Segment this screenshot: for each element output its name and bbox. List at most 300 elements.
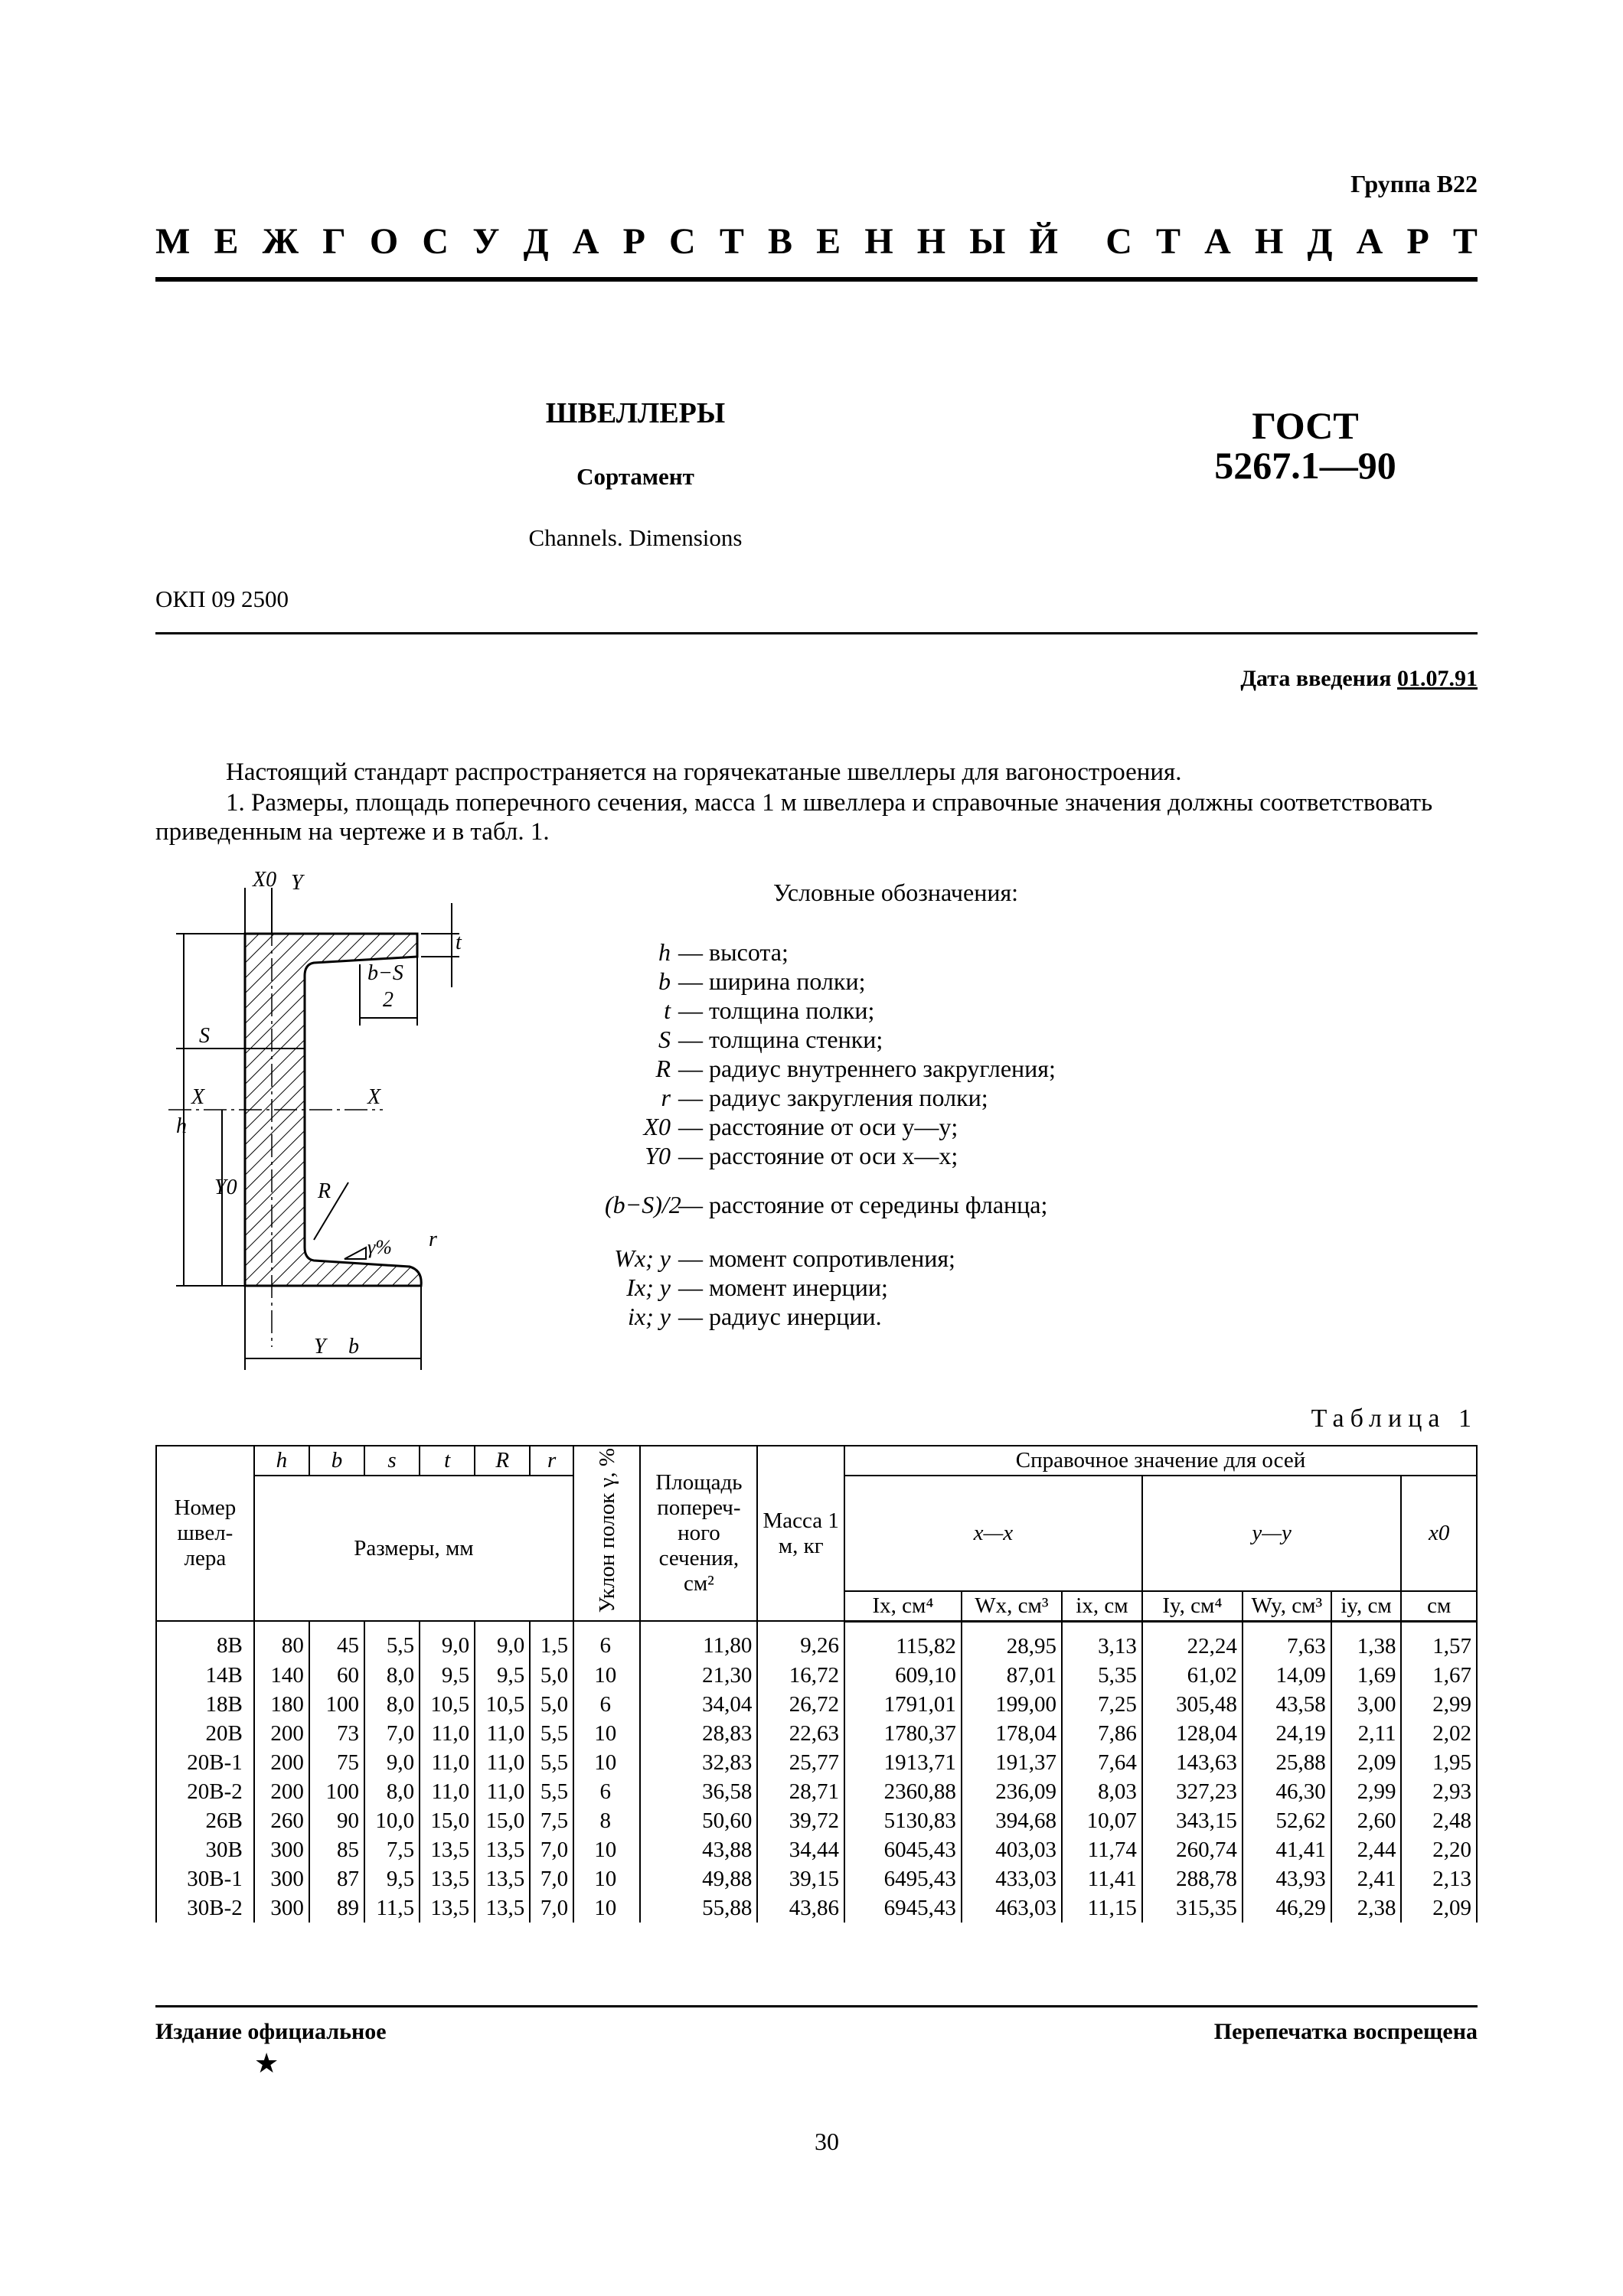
table-cell: 24,19 xyxy=(1243,1719,1331,1748)
table-cell: 1913,71 xyxy=(844,1748,962,1777)
table-cell: 8В xyxy=(156,1621,254,1661)
legend-symbol: (b−S)/2 xyxy=(605,1190,681,1218)
table-cell: 2,48 xyxy=(1401,1806,1477,1835)
table-cell: 1,5 xyxy=(530,1621,573,1661)
legend-item xyxy=(605,967,865,996)
table-cell: 61,02 xyxy=(1142,1661,1243,1690)
table-cell: 20В-2 xyxy=(156,1777,254,1806)
document-title: ШВЕЛЛЕРЫ xyxy=(545,397,726,429)
table-cell: 115,82 xyxy=(844,1621,962,1661)
table-cell: 28,83 xyxy=(640,1719,757,1748)
header-t: t xyxy=(420,1446,475,1476)
table-cell: 343,15 xyxy=(1142,1806,1243,1835)
heading-letter: Т xyxy=(1156,221,1181,262)
table-cell: 80 xyxy=(254,1621,309,1661)
table-cell: 13,5 xyxy=(475,1864,530,1893)
legend-symbol: R xyxy=(655,1054,671,1082)
table-cell: 2,99 xyxy=(1401,1690,1477,1719)
legend-symbol: r xyxy=(661,1083,671,1111)
effective-date-value: 01.07.91 xyxy=(1397,666,1478,691)
table-cell: 1,69 xyxy=(1331,1661,1402,1690)
table-cell: 305,48 xyxy=(1142,1690,1243,1719)
table-cell: 3,13 xyxy=(1062,1621,1142,1661)
heading-letter: Й xyxy=(1029,221,1058,262)
table-cell: 26В xyxy=(156,1806,254,1835)
table-cell: 8 xyxy=(573,1806,640,1835)
label-y0: Y0 xyxy=(214,1176,237,1199)
header-axis-yy: y—y xyxy=(1142,1476,1402,1591)
table-cell: 3,00 xyxy=(1331,1690,1402,1719)
table-cell: 1,57 xyxy=(1401,1621,1477,1661)
header-x0-unit: см xyxy=(1401,1591,1477,1622)
table-cell: 2,09 xyxy=(1331,1748,1402,1777)
table-cell: 7,0 xyxy=(530,1864,573,1893)
table-cell: 10 xyxy=(573,1864,640,1893)
star-icon: ★ xyxy=(254,2048,279,2079)
table-cell: 2,13 xyxy=(1401,1864,1477,1893)
table-cell: 100 xyxy=(309,1690,364,1719)
label-r-small: r xyxy=(429,1228,437,1251)
header-rule xyxy=(155,277,1478,282)
table-cell: 10,07 xyxy=(1062,1806,1142,1835)
heading-letter: Р xyxy=(622,221,645,262)
heading-letter: Н xyxy=(916,221,946,262)
table-cell: 50,60 xyxy=(640,1806,757,1835)
table-cell: 46,29 xyxy=(1243,1893,1331,1923)
table-cell: 45 xyxy=(309,1621,364,1661)
legend-text: — момент инерции; xyxy=(678,1273,888,1301)
heading-letter: С xyxy=(422,221,449,262)
table-cell: 13,5 xyxy=(475,1835,530,1864)
table-cell: 5,5 xyxy=(364,1621,420,1661)
table-cell: 178,04 xyxy=(962,1719,1062,1748)
table-cell: 34,44 xyxy=(757,1835,844,1864)
table-cell: 87,01 xyxy=(962,1661,1062,1690)
table-cell: 13,5 xyxy=(420,1835,475,1864)
table-cell: 11,80 xyxy=(640,1621,757,1661)
legend-item xyxy=(605,1190,1047,1219)
table-cell: 46,30 xyxy=(1243,1777,1331,1806)
table-cell: 2,93 xyxy=(1401,1777,1477,1806)
heading-letter: Е xyxy=(214,221,239,262)
legend-symbol: Ix; y xyxy=(626,1273,671,1301)
table-cell: 30В-2 xyxy=(156,1893,254,1923)
header-mass: Масса 1 м, кг xyxy=(757,1446,844,1621)
table-cell: 260 xyxy=(254,1806,309,1835)
table-cell: 11,15 xyxy=(1062,1893,1142,1923)
table-cell: 5,5 xyxy=(530,1719,573,1748)
legend-item xyxy=(605,1302,882,1331)
table-cell: 10 xyxy=(573,1661,640,1690)
official-edition-note: Издание официальное xyxy=(155,2019,387,2044)
heading-letter: М xyxy=(155,221,191,262)
table-cell: 300 xyxy=(254,1835,309,1864)
table-cell: 36,58 xyxy=(640,1777,757,1806)
table-row xyxy=(156,1777,1477,1806)
table-cell: 236,09 xyxy=(962,1777,1062,1806)
table-cell: 2,99 xyxy=(1331,1777,1402,1806)
table-cell: 13,5 xyxy=(475,1893,530,1923)
legend-item xyxy=(605,1112,958,1141)
table-cell: 39,15 xyxy=(757,1864,844,1893)
table-cell: 2,60 xyxy=(1331,1806,1402,1835)
table-cell: 200 xyxy=(254,1777,309,1806)
heading-letter: Ж xyxy=(262,221,299,262)
table-cell: 6945,43 xyxy=(844,1893,962,1923)
table-cell: 609,10 xyxy=(844,1661,962,1690)
label-y-bottom: Y xyxy=(314,1335,326,1358)
header-Iy: Iy, см⁴ xyxy=(1142,1591,1243,1622)
legend-symbol: Y0 xyxy=(645,1141,671,1169)
table-cell: 2,11 xyxy=(1331,1719,1402,1748)
table-cell: 30В xyxy=(156,1835,254,1864)
legend-text: — ширина полки; xyxy=(678,967,866,995)
heading-letter: Т xyxy=(1452,221,1478,262)
table-cell: 199,00 xyxy=(962,1690,1062,1719)
reprint-prohibited-note: Перепечатка воспрещена xyxy=(1213,2019,1478,2044)
heading-letter: С xyxy=(669,221,696,262)
table-cell: 8,0 xyxy=(364,1690,420,1719)
table-cell: 43,58 xyxy=(1243,1690,1331,1719)
table-cell: 11,0 xyxy=(475,1777,530,1806)
table-cell: 1791,01 xyxy=(844,1690,962,1719)
table-cell: 327,23 xyxy=(1142,1777,1243,1806)
heading-letter: А xyxy=(1204,221,1231,262)
heading-letter: Д xyxy=(1307,221,1333,262)
table-cell: 128,04 xyxy=(1142,1719,1243,1748)
table-cell: 20В-1 xyxy=(156,1748,254,1777)
table-cell: 11,0 xyxy=(475,1719,530,1748)
intro-paragraph: Настоящий стандарт распространяется на горячекатаные швеллеры для вагоностроения. xyxy=(226,758,1182,786)
legend-symbol: t xyxy=(664,996,671,1024)
heading-letter: Ы xyxy=(969,221,1006,262)
heading-letter: Т xyxy=(719,221,744,262)
header-b: b xyxy=(309,1446,364,1476)
table-caption: Таблица 1 xyxy=(1311,1404,1478,1433)
heading-letter: А xyxy=(1356,221,1383,262)
table-cell: 28,95 xyxy=(962,1621,1062,1661)
heading-letter: Н xyxy=(864,221,893,262)
table-cell: 11,41 xyxy=(1062,1864,1142,1893)
header-r: r xyxy=(530,1446,573,1476)
legend-symbol: ix; y xyxy=(628,1302,671,1330)
title-rule xyxy=(155,632,1478,634)
header-area: Площадь попереч- ного сечения, см² xyxy=(640,1446,757,1621)
table-cell: 143,63 xyxy=(1142,1748,1243,1777)
table-cell: 39,72 xyxy=(757,1806,844,1835)
header-iy: iy, см xyxy=(1331,1591,1402,1622)
table-cell: 28,71 xyxy=(757,1777,844,1806)
table-cell: 10,0 xyxy=(364,1806,420,1835)
table-cell: 5,5 xyxy=(530,1777,573,1806)
header-axis-xx: x—x xyxy=(844,1476,1142,1591)
legend-item xyxy=(605,1054,1056,1083)
table-cell: 140 xyxy=(254,1661,309,1690)
table-cell: 41,41 xyxy=(1243,1835,1331,1864)
header-slope xyxy=(573,1446,640,1621)
heading-letter: О xyxy=(369,221,399,262)
legend-text: — расстояние от середины фланца; xyxy=(678,1190,1048,1218)
table-cell: 5,35 xyxy=(1062,1661,1142,1690)
table-cell: 7,25 xyxy=(1062,1690,1142,1719)
table-cell: 7,5 xyxy=(530,1806,573,1835)
table-cell: 300 xyxy=(254,1893,309,1923)
table-cell: 87 xyxy=(309,1864,364,1893)
table-cell: 2,44 xyxy=(1331,1835,1402,1864)
heading-letter: В xyxy=(768,221,793,262)
table-cell: 43,86 xyxy=(757,1893,844,1923)
table-cell: 10 xyxy=(573,1719,640,1748)
legend-text: — высота; xyxy=(678,938,789,966)
table-cell: 260,74 xyxy=(1142,1835,1243,1864)
legend-text: — расстояние от оси x—x; xyxy=(678,1141,958,1169)
header-axis-x0: x0 xyxy=(1401,1476,1477,1591)
header-Ix: Ix, см⁴ xyxy=(844,1591,962,1622)
footer-rule xyxy=(155,2005,1478,2007)
table-cell: 11,5 xyxy=(364,1893,420,1923)
table-cell: 5130,83 xyxy=(844,1806,962,1835)
header-R: R xyxy=(475,1446,530,1476)
table-row xyxy=(156,1864,1477,1893)
table-cell: 200 xyxy=(254,1748,309,1777)
table-cell: 43,93 xyxy=(1243,1864,1331,1893)
table-cell: 9,5 xyxy=(475,1661,530,1690)
table-cell: 10 xyxy=(573,1893,640,1923)
legend-title: Условные обозначения: xyxy=(773,879,1019,906)
table-cell: 11,0 xyxy=(475,1748,530,1777)
table-cell: 60 xyxy=(309,1661,364,1690)
table-cell: 11,0 xyxy=(420,1748,475,1777)
clause-1-paragraph: 1. Размеры, площадь поперечного сечения, масса 1 м швеллера и справочные значения должны соответствовать приведенным на чертеже и в табл. 1. xyxy=(155,789,1433,846)
table-cell: 8,0 xyxy=(364,1777,420,1806)
table-cell: 9,0 xyxy=(364,1748,420,1777)
dimensions-table xyxy=(155,1445,1478,1923)
table-cell: 6 xyxy=(573,1690,640,1719)
table-cell: 43,88 xyxy=(640,1835,757,1864)
heading-letter: Е xyxy=(816,221,841,262)
effective-date-label: Дата введения xyxy=(1240,666,1397,691)
table-cell: 6045,43 xyxy=(844,1835,962,1864)
okp-code: ОКП 09 2500 xyxy=(155,585,289,612)
gost-number xyxy=(1179,406,1432,485)
table-cell: 6495,43 xyxy=(844,1864,962,1893)
label-x0: X0 xyxy=(253,868,277,892)
table-cell: 14,09 xyxy=(1243,1661,1331,1690)
table-cell: 90 xyxy=(309,1806,364,1835)
page-number: 30 xyxy=(815,2128,839,2155)
legend-text: — момент сопротивления; xyxy=(678,1244,955,1272)
label-s: S xyxy=(199,1024,210,1048)
table-cell: 9,0 xyxy=(475,1621,530,1661)
table-cell: 30В-1 xyxy=(156,1864,254,1893)
legend-symbol: h xyxy=(658,938,671,966)
table-cell: 7,0 xyxy=(364,1719,420,1748)
table-cell: 85 xyxy=(309,1835,364,1864)
table-cell: 15,0 xyxy=(420,1806,475,1835)
table-cell: 75 xyxy=(309,1748,364,1777)
table-cell: 16,72 xyxy=(757,1661,844,1690)
header-Wy: Wy, см³ xyxy=(1243,1591,1331,1622)
table-cell: 5,0 xyxy=(530,1690,573,1719)
table-cell: 180 xyxy=(254,1690,309,1719)
table-row xyxy=(156,1806,1477,1835)
table-cell: 7,5 xyxy=(364,1835,420,1864)
table-cell: 9,5 xyxy=(420,1661,475,1690)
table-cell: 8,03 xyxy=(1062,1777,1142,1806)
heading-letter: Н xyxy=(1254,221,1284,262)
legend-item xyxy=(605,1273,888,1302)
document-title-english: Channels. Dimensions xyxy=(528,524,743,551)
table-cell: 7,0 xyxy=(530,1893,573,1923)
table-cell: 191,37 xyxy=(962,1748,1062,1777)
label-x-right: X xyxy=(367,1085,381,1109)
table-cell: 32,83 xyxy=(640,1748,757,1777)
label-h: h xyxy=(176,1114,187,1138)
table-cell: 2,09 xyxy=(1401,1893,1477,1923)
table-cell: 7,64 xyxy=(1062,1748,1142,1777)
header-s: s xyxy=(364,1446,420,1476)
table-row xyxy=(156,1835,1477,1864)
table-cell: 7,0 xyxy=(530,1835,573,1864)
table-cell: 11,0 xyxy=(420,1719,475,1748)
table-cell: 1780,37 xyxy=(844,1719,962,1748)
table-cell: 14В xyxy=(156,1661,254,1690)
legend-item xyxy=(605,938,789,967)
heading-letter: А xyxy=(572,221,599,262)
table-cell: 73 xyxy=(309,1719,364,1748)
table-cell: 22,63 xyxy=(757,1719,844,1748)
table-cell: 10 xyxy=(573,1748,640,1777)
header-ix: ix, см xyxy=(1062,1591,1142,1622)
label-x-left: X xyxy=(191,1085,205,1109)
label-slope: γ% xyxy=(367,1236,392,1258)
table-cell: 463,03 xyxy=(962,1893,1062,1923)
label-y-top: Y xyxy=(291,871,303,895)
table-cell: 89 xyxy=(309,1893,364,1923)
legend-text: — толщина полки; xyxy=(678,996,875,1024)
header-h: h xyxy=(254,1446,309,1476)
table-cell: 11,0 xyxy=(420,1777,475,1806)
legend-text: — толщина стенки; xyxy=(678,1025,883,1053)
legend-text: — расстояние от оси y—y; xyxy=(678,1112,958,1140)
table-cell: 2,02 xyxy=(1401,1719,1477,1748)
legend-text: — радиус закругления полки; xyxy=(678,1083,988,1111)
label-r-big: R xyxy=(318,1179,331,1203)
legend-symbol: Wx; y xyxy=(614,1244,671,1272)
table-cell: 5,5 xyxy=(530,1748,573,1777)
legend-symbol: b xyxy=(658,967,671,995)
table-cell: 9,5 xyxy=(364,1864,420,1893)
table-row xyxy=(156,1661,1477,1690)
group-code: Группа В22 xyxy=(1350,170,1478,197)
table-cell: 200 xyxy=(254,1719,309,1748)
table-cell: 34,04 xyxy=(640,1690,757,1719)
label-b-minus-s: b−S xyxy=(367,961,403,985)
header-dims: Размеры, мм xyxy=(254,1476,573,1621)
heading-letter: Р xyxy=(1406,221,1429,262)
table-cell: 10,5 xyxy=(475,1690,530,1719)
legend-item xyxy=(605,1141,958,1170)
legend-text: — радиус инерции. xyxy=(678,1302,882,1330)
table-cell: 25,88 xyxy=(1243,1748,1331,1777)
table-cell: 26,72 xyxy=(757,1690,844,1719)
table-cell: 11,74 xyxy=(1062,1835,1142,1864)
legend-symbol: S xyxy=(658,1025,671,1053)
table-cell: 9,26 xyxy=(757,1621,844,1661)
label-t: t xyxy=(456,931,462,954)
table-cell: 315,35 xyxy=(1142,1893,1243,1923)
table-row xyxy=(156,1690,1477,1719)
table-cell: 13,5 xyxy=(420,1864,475,1893)
table-cell: 1,38 xyxy=(1331,1621,1402,1661)
header-number: Номер швел- лера xyxy=(156,1446,254,1621)
legend-item xyxy=(605,996,874,1025)
table-cell: 433,03 xyxy=(962,1864,1062,1893)
heading-letter: Г xyxy=(322,221,346,262)
table-cell: 2,20 xyxy=(1401,1835,1477,1864)
table-cell: 7,86 xyxy=(1062,1719,1142,1748)
gost-label: ГОСТ xyxy=(1252,404,1359,447)
label-two: 2 xyxy=(383,988,394,1012)
table-row xyxy=(156,1621,1477,1661)
table-cell: 22,24 xyxy=(1142,1621,1243,1661)
table-row xyxy=(156,1748,1477,1777)
effective-date xyxy=(1240,666,1478,692)
legend-item xyxy=(605,1083,988,1112)
table-cell: 49,88 xyxy=(640,1864,757,1893)
table-cell: 6 xyxy=(573,1777,640,1806)
label-b: b xyxy=(348,1335,359,1358)
table-cell: 6 xyxy=(573,1621,640,1661)
table-cell: 2360,88 xyxy=(844,1777,962,1806)
table-cell: 2,41 xyxy=(1331,1864,1402,1893)
table-cell: 21,30 xyxy=(640,1661,757,1690)
table-cell: 300 xyxy=(254,1864,309,1893)
table-cell: 1,95 xyxy=(1401,1748,1477,1777)
table-body xyxy=(156,1621,1477,1923)
table-cell: 52,62 xyxy=(1243,1806,1331,1835)
heading-letter: С xyxy=(1105,221,1132,262)
document-subtitle: Сортамент xyxy=(576,463,694,490)
table-cell: 18В xyxy=(156,1690,254,1719)
table-cell: 55,88 xyxy=(640,1893,757,1923)
table-cell: 2,38 xyxy=(1331,1893,1402,1923)
legend-text: — радиус внутреннего закругления; xyxy=(678,1054,1056,1082)
table-cell: 1,67 xyxy=(1401,1661,1477,1690)
header-slope-text: Уклон полок γ, % xyxy=(594,1448,619,1613)
gost-code: 5267.1—90 xyxy=(1214,444,1396,487)
heading-letter: Д xyxy=(523,221,549,262)
table-cell: 5,0 xyxy=(530,1661,573,1690)
legend-item xyxy=(605,1025,883,1054)
legend-item xyxy=(605,1244,955,1273)
table-row xyxy=(156,1719,1477,1748)
legend-symbol: X0 xyxy=(643,1112,671,1140)
table-cell: 7,63 xyxy=(1243,1621,1331,1661)
header-Wx: Wx, см³ xyxy=(962,1591,1062,1622)
table-cell: 10,5 xyxy=(420,1690,475,1719)
table-cell: 10 xyxy=(573,1835,640,1864)
table-cell: 9,0 xyxy=(420,1621,475,1661)
heading-letter: У xyxy=(472,221,500,262)
table-cell: 13,5 xyxy=(420,1893,475,1923)
table-cell: 20В xyxy=(156,1719,254,1748)
table-cell: 100 xyxy=(309,1777,364,1806)
table-cell: 288,78 xyxy=(1142,1864,1243,1893)
table-cell: 15,0 xyxy=(475,1806,530,1835)
header-reference: Справочное значение для осей xyxy=(844,1446,1477,1476)
table-cell: 25,77 xyxy=(757,1748,844,1777)
